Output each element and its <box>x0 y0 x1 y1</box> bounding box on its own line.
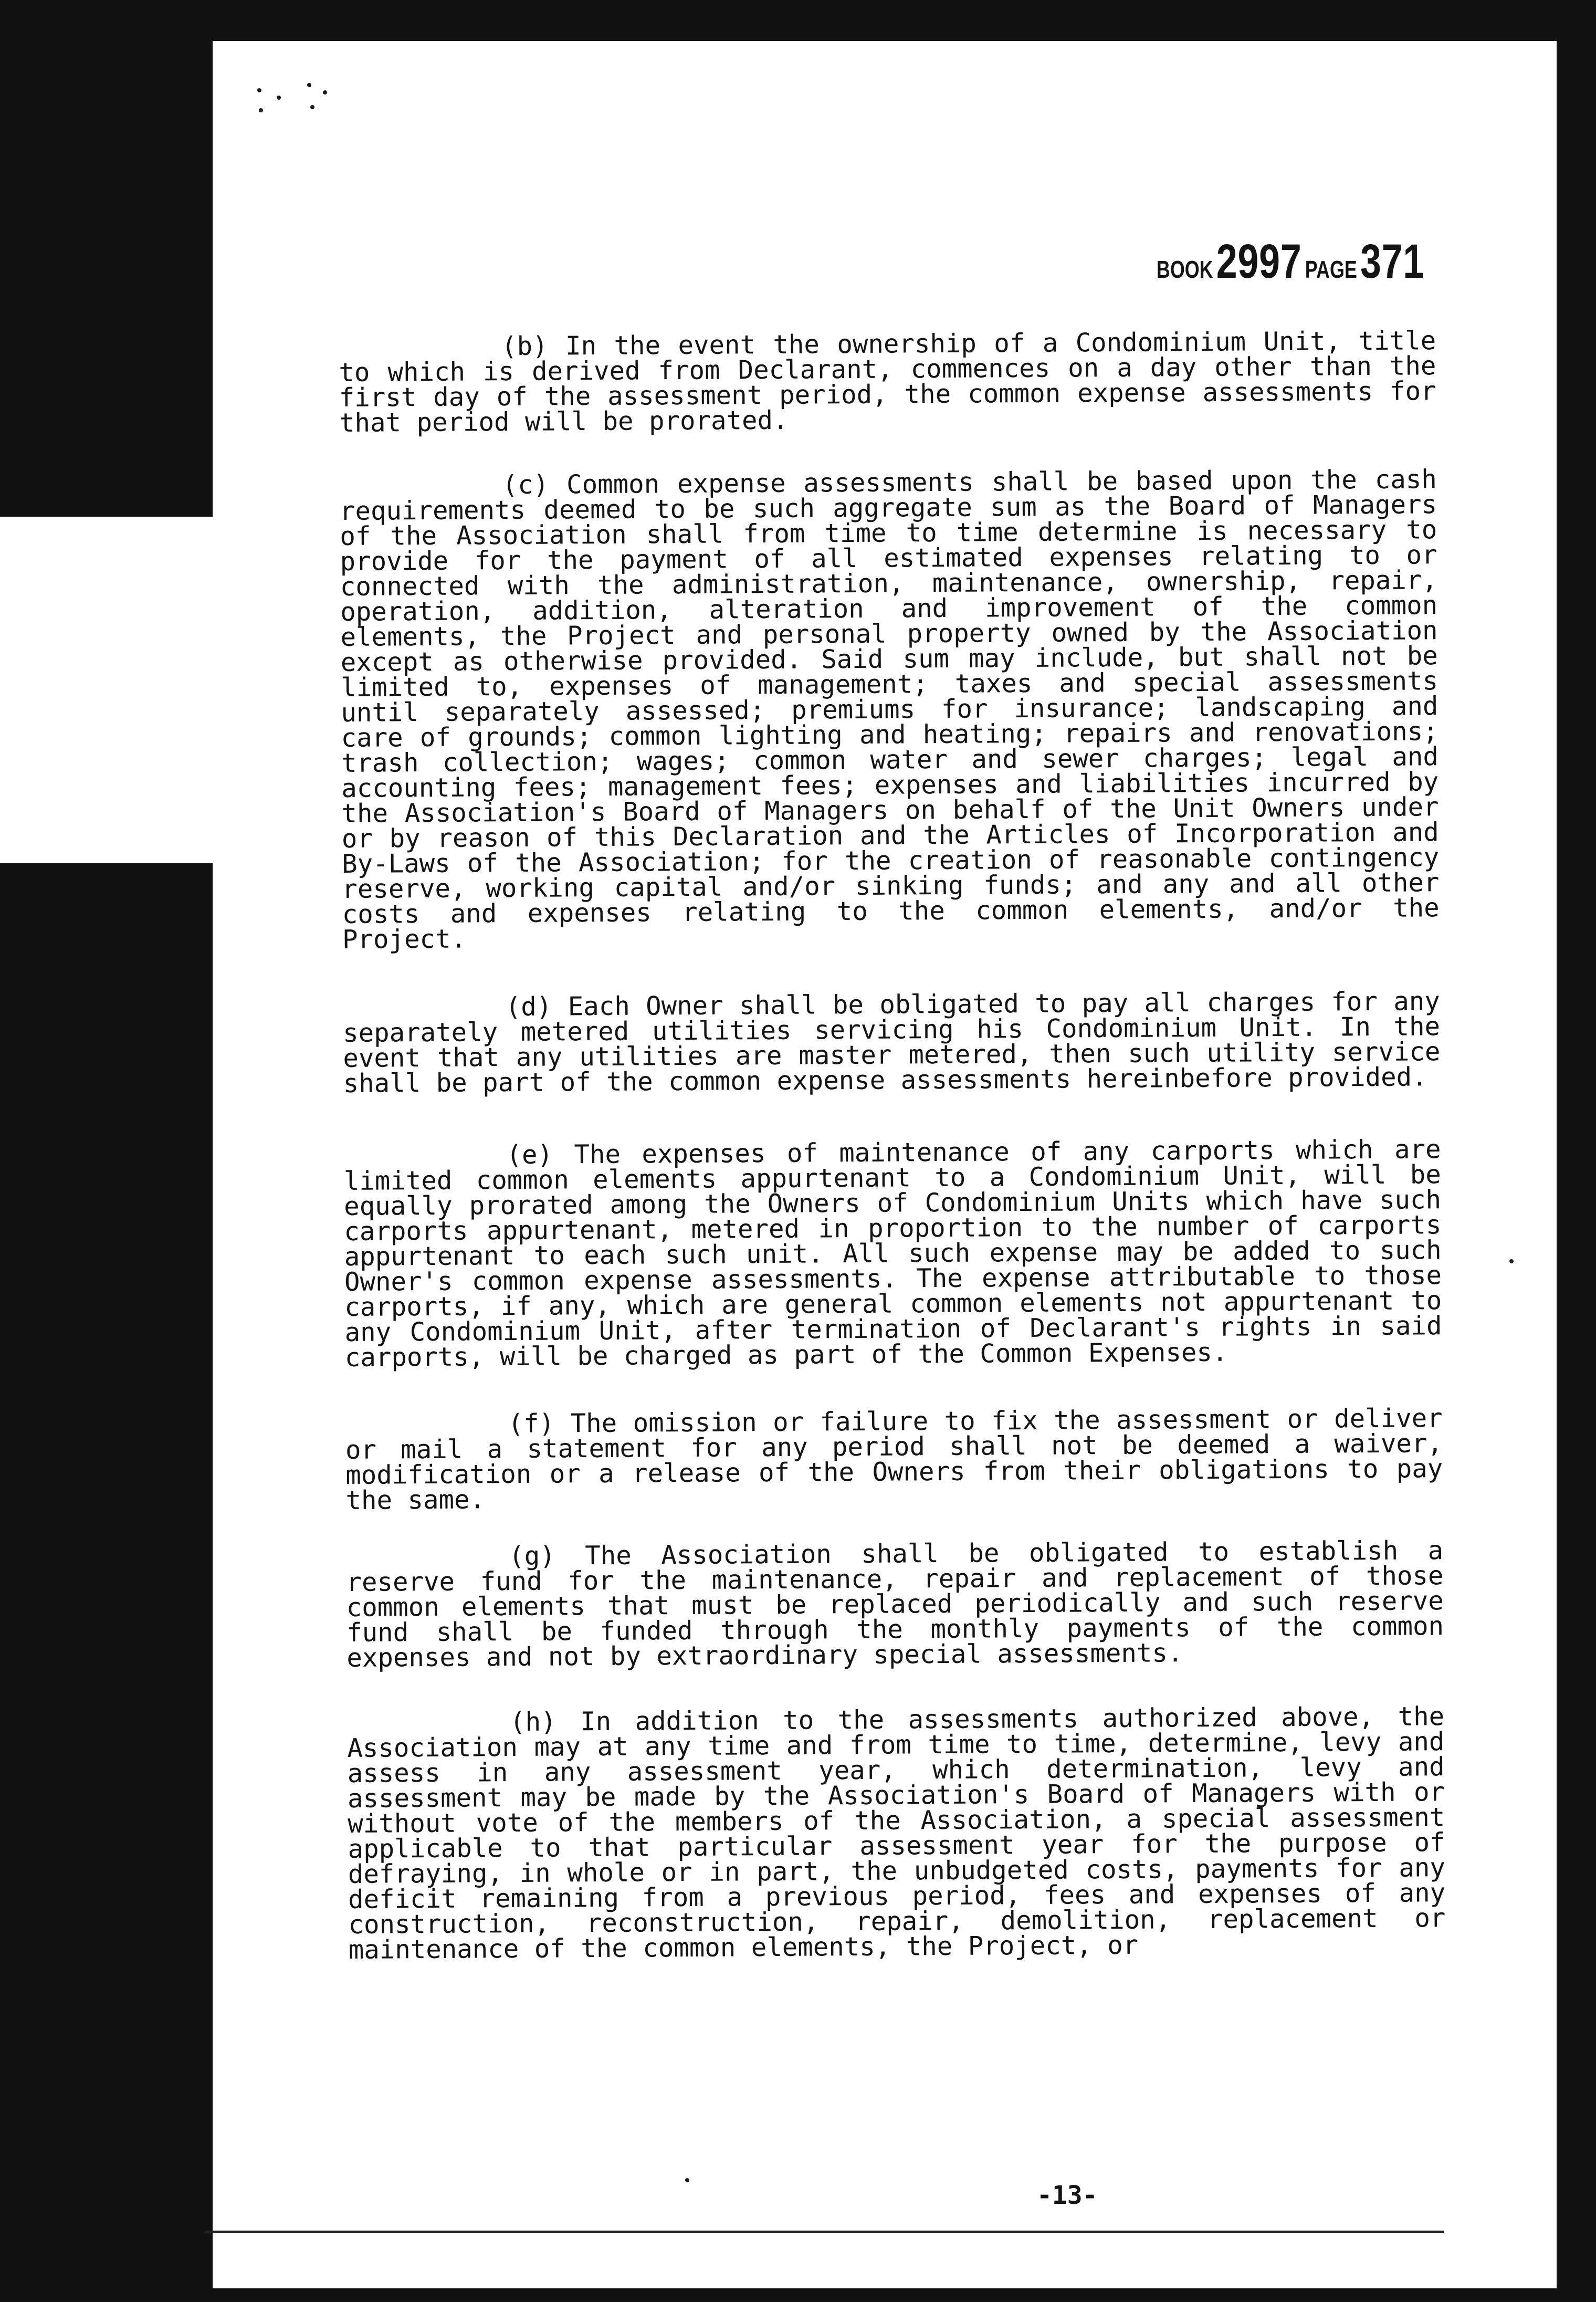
book-label: BOOK <box>1156 256 1213 283</box>
book-page-reference <box>1157 234 1424 289</box>
paragraph-h: (h) In addition to the assessments authorized above, the Association may at any time and from time to time, determine, levy and assess in any assessment year, which determination, levy and assessment may be made by the Association's Board of Managers with or without vote of the members of the Association, a special assessment applicable to that particular assessment year for the purpose of defraying, in whole or in part, the unbudgeted costs, payments for any deficit remaining from a previous period, fees and expenses of any construction, reconstruction, repair, demolition, replacement or maintenance of the common elements, the Project, or <box>347 1701 1446 1965</box>
scan-speck <box>323 90 327 95</box>
bottom-scan-line <box>205 2231 1444 2233</box>
paragraph-f: (f) The omission or failure to fix the assessment or deliver or mail a statement for any period shall not be deemed a waiver, modification or a release of the Owners from their obligations to pay the same. <box>345 1403 1443 1515</box>
paragraph-b: (b) In the event the ownership of a Condominium Unit, title to which is derived from Declarant, commences on a day other than the first day of the assessment period, the common expense assessments for that period will be prorated. <box>339 326 1436 438</box>
document-page <box>213 41 1557 2288</box>
scan-speck <box>277 96 281 100</box>
book-number: 2997 <box>1216 235 1302 288</box>
document-body <box>339 328 1446 1989</box>
paragraph-e: (e) The expenses of maintenance of any carports which are limited common elements appurtenant to a Condominium Unit, will be equally prorated among the Owners of Condominium Units which have such carports appurtenant, metered in proportion to the number of carports appurtenant to each such unit. All such expense may be added to such Owner's common expense assessments. The expense attributable to those carports, if any, which are general common elements not appurtenant to any Condominium Unit, after termination of Declarant's rights in said carports, will be charged as part of the Common Expenses. <box>343 1134 1442 1373</box>
paragraph-d: (d) Each Owner shall be obligated to pay all charges for any separately metered utilities servicing his Condominium Unit. In the event that any utilities are master metered, then such utility service shall be part of the common expense assessments hereinbefore provided. <box>342 986 1441 1098</box>
scan-speck <box>257 88 261 92</box>
scan-speck <box>307 83 311 87</box>
page-footer-number: -13- <box>1037 2181 1098 2210</box>
scan-speck <box>259 108 263 112</box>
scan-speck <box>1509 1259 1514 1263</box>
page-label: PAGE <box>1305 256 1357 283</box>
paragraph-g: (g) The Association shall be obligated to establish a reserve fund for the maintenance, repair and replacement of those common elements that must be replaced periodically and such reserve fund shall be funded through the monthly payments of the common expenses and not by extraordinary special assessments. <box>346 1535 1444 1673</box>
paragraph-c: (c) Common expense assessments shall be based upon the cash requirements deemed to be such aggregate sum as the Board of Managers of the Association shall from time to time determine is necessary to provide for the payment of all estimated expenses relating to or connected with the administration, maintenance, ownership, repair, operation, addition, alteration and improvement of the common elements, the Project and personal property owned by the Association except as otherwise provided. Said sum may include, but shall not be limited to, expenses of management; taxes and special assessments until separately assessed; premiums for insurance; landscaping and care of grounds; common lighting and heating; repairs and renovations; trash collection; wages; common water and sewer charges; legal and accounting fees; management fees; expenses and liabilities incurred by the Association's Board of Managers on behalf of the Unit Owners under or by reason of this Declaration and the Articles of Incorporation and By-Laws of the Association; for the creation of reasonable contingency reserve, working capital and/or sinking funds; and any and all other costs and expenses relating to the common elements, and/or the Project. <box>339 464 1440 955</box>
page-number: 371 <box>1360 235 1424 288</box>
scan-margin-notch <box>0 517 215 863</box>
scan-speck <box>310 105 314 109</box>
scan-speck <box>685 2178 689 2182</box>
